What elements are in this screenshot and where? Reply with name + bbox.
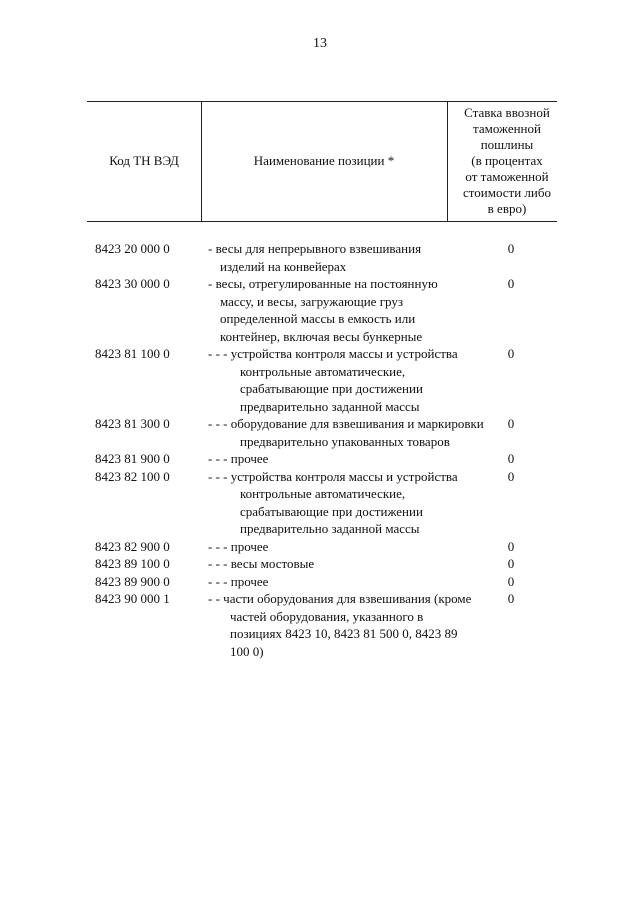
tn-ved-code: 8423 30 000 0	[95, 276, 170, 291]
tn-ved-code: 8423 20 000 0	[95, 241, 170, 256]
position-name: - - - прочее	[208, 451, 269, 466]
duty-rate: 0	[507, 241, 515, 256]
table-row	[0, 240, 640, 275]
table-row	[0, 573, 640, 591]
position-name: - весы, отрегулированные на постоянную массу, и весы, загружающие груз определенной массы в емкость или контейнер, включая весы бункерные	[208, 276, 438, 344]
duty-rate: 0	[507, 416, 515, 431]
tariff-table-body	[0, 240, 640, 660]
position-name: - - - весы мостовые	[208, 556, 315, 571]
duty-rate: 0	[507, 276, 515, 291]
tn-ved-code: 8423 82 900 0	[95, 538, 170, 554]
table-row	[0, 555, 640, 573]
duty-rate: 0	[507, 573, 515, 589]
table-row	[0, 590, 640, 660]
tn-ved-code: 8423 81 300 0	[95, 416, 170, 431]
tn-ved-code: 8423 81 900 0	[95, 451, 170, 466]
table-row	[0, 538, 640, 556]
duty-rate: 0	[507, 468, 515, 484]
header-rate: Ставка ввозной таможенной пошлины (в процентах от таможенной стоимости либо в евро)	[462, 105, 551, 216]
duty-rate: 0	[507, 451, 515, 466]
table-row	[0, 468, 640, 538]
duty-rate: 0	[507, 591, 515, 606]
table-row	[0, 450, 640, 468]
tn-ved-code: 8423 81 100 0	[95, 346, 170, 361]
position-name: - - части оборудования для взвешивания (кроме частей оборудования, указанного в позициях 8423 10, 8423 81 500 0, 8423 89 100 0)	[208, 591, 472, 659]
duty-rate: 0	[507, 538, 515, 554]
tn-ved-code: 8423 82 100 0	[95, 468, 170, 484]
table-row	[0, 275, 640, 345]
position-name: - - - устройства контроля массы и устройства контрольные автоматические, срабатывающие при достижении предварительно заданной массы	[208, 346, 458, 414]
header-code: Код ТН ВЭД	[109, 153, 179, 168]
table-row	[0, 415, 640, 450]
position-name: - - - прочее	[208, 538, 269, 554]
table-row	[0, 345, 640, 415]
duty-rate: 0	[507, 346, 515, 361]
tn-ved-code: 8423 89 900 0	[95, 573, 170, 589]
page-number: 13	[313, 36, 327, 51]
position-name: - - - прочее	[208, 573, 269, 589]
table-header-rule	[87, 221, 557, 222]
position-name: - весы для непрерывного взвешивания изделий на конвейерах	[208, 241, 422, 274]
header-name: Наименование позиции *	[253, 153, 395, 168]
position-name: - - - оборудование для взвешивания и маркировки предварительно упакованных товаров	[208, 416, 484, 449]
position-name: - - - устройства контроля массы и устройства контрольные автоматические, срабатывающие при достижении предварительно заданной массы	[208, 468, 458, 536]
tn-ved-code: 8423 90 000 1	[95, 591, 170, 606]
duty-rate: 0	[507, 556, 515, 571]
tn-ved-code: 8423 89 100 0	[95, 556, 170, 571]
